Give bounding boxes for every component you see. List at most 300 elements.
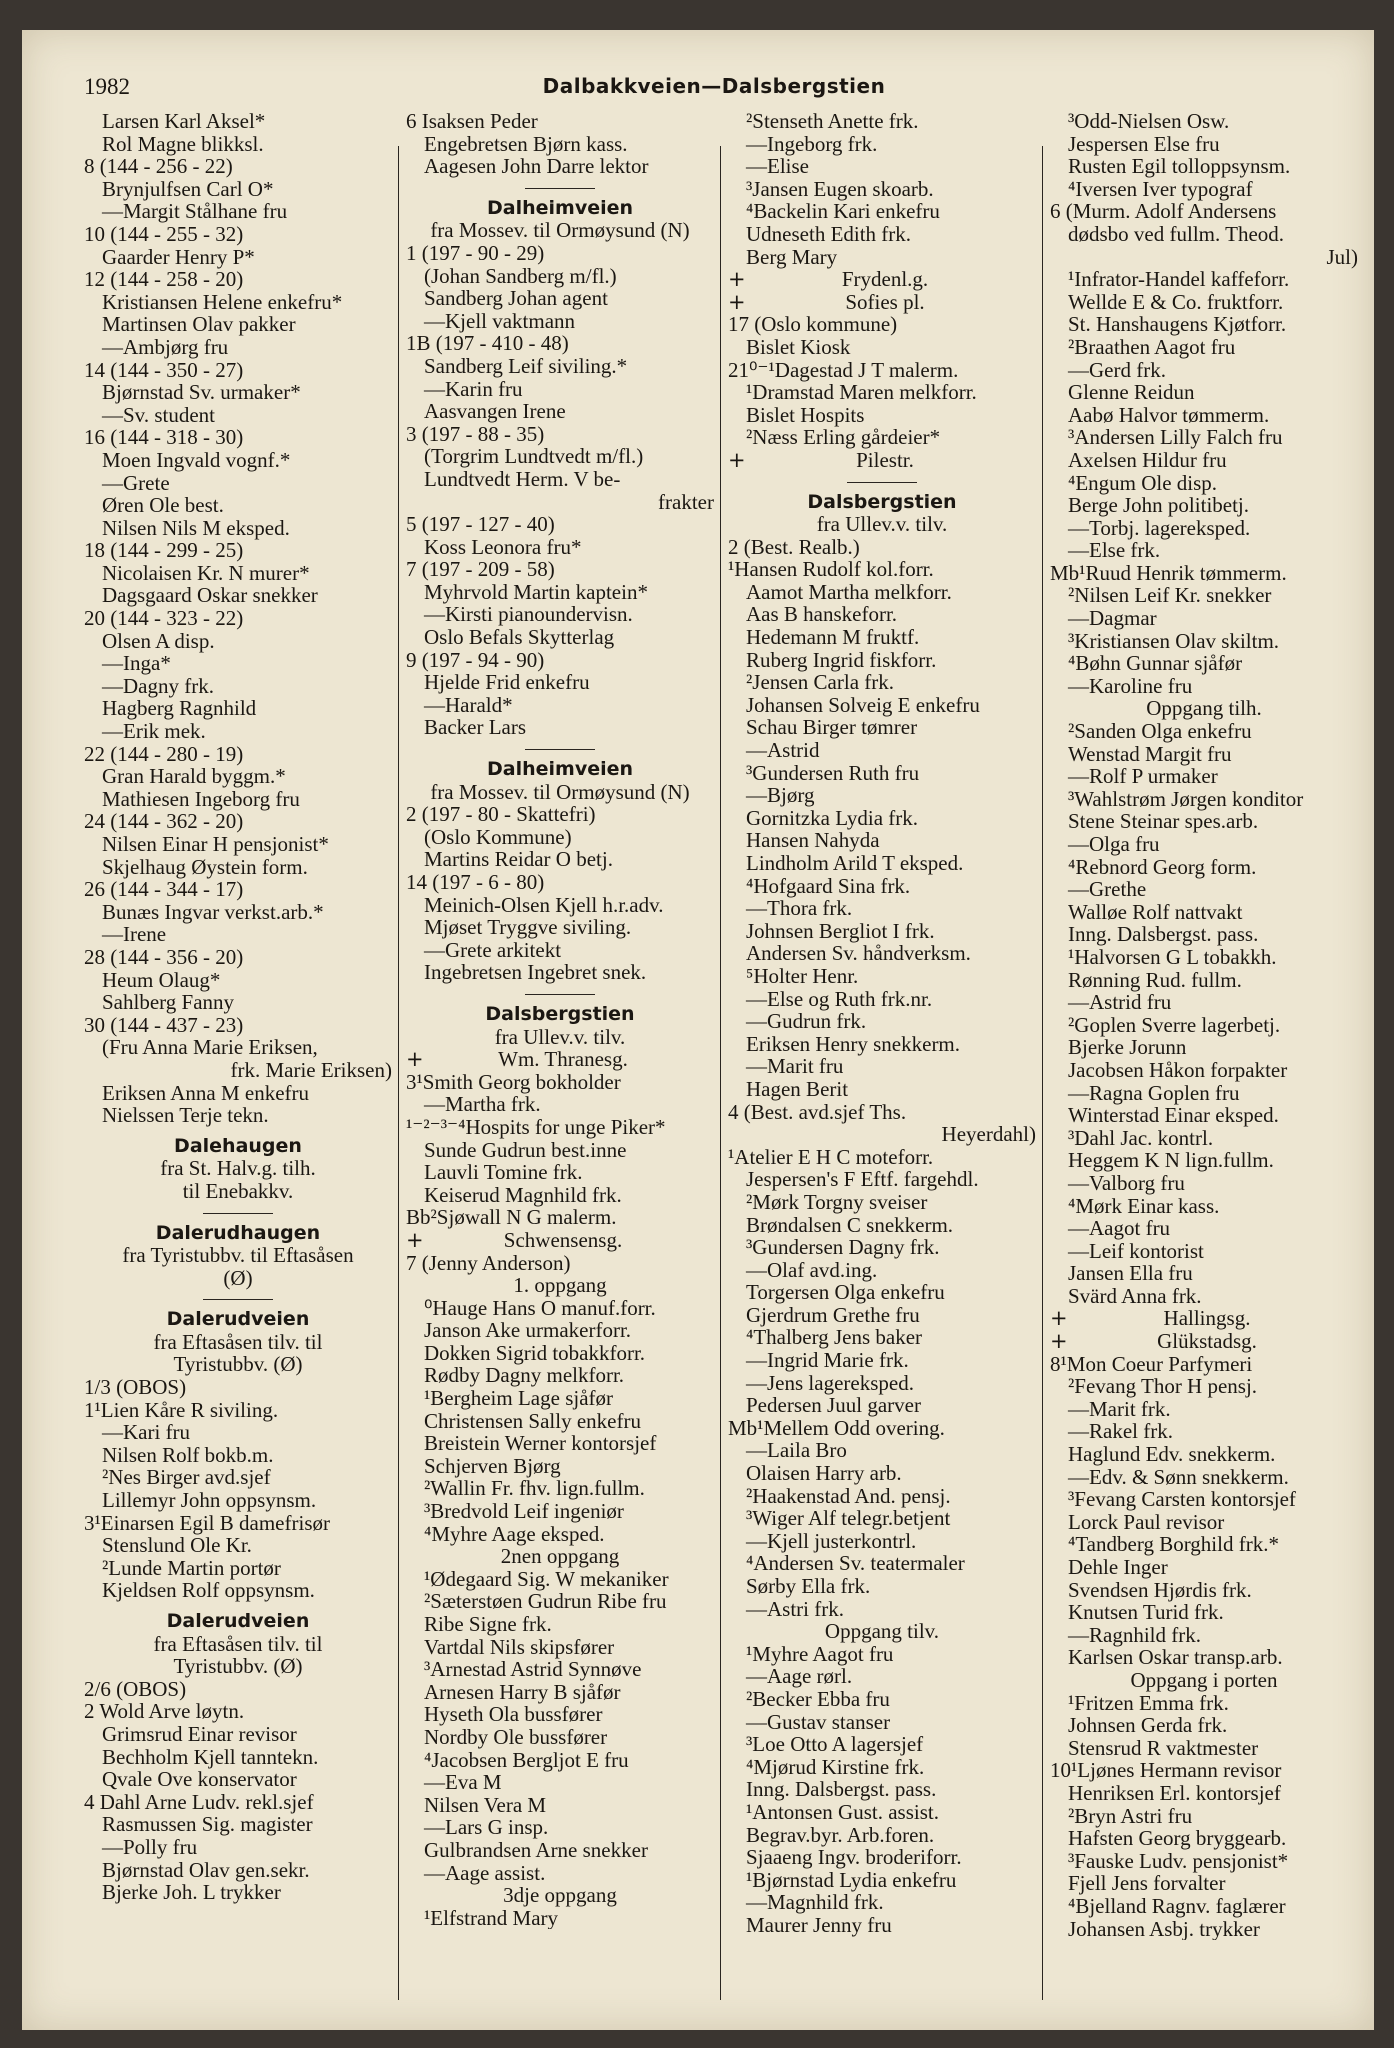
- resident-entry: Pedersen Juul garver: [746, 1393, 921, 1418]
- resident-entry: ⁴Backelin Kari enkefru: [746, 199, 940, 224]
- resident-entry: —Ragnhild frk.: [1068, 1622, 1201, 1647]
- page-number: 1982: [84, 74, 130, 99]
- resident-entry: Hagberg Ragnhild: [102, 696, 257, 721]
- resident-entry: ⁴Andersen Sv. teatermaler: [746, 1551, 965, 1576]
- resident-entry: ³Wiger Alf telegr.betjent: [746, 1506, 951, 1531]
- resident-entry: Bjerke Joh. L trykker: [102, 1880, 281, 1904]
- resident-entry: (Torgrim Lundtvedt m/fl.): [424, 444, 644, 469]
- resident-entry: —Ingeborg frk.: [746, 131, 878, 156]
- house-number-entry: 30 (144 - 437 - 23): [84, 1012, 244, 1037]
- resident-entry: ⁴Engum Ole disp.: [1068, 470, 1218, 495]
- resident-entry: —Martha frk.: [424, 1092, 541, 1117]
- resident-entry: Nilsen Vera M: [424, 1792, 547, 1817]
- cross-street: [728, 291, 1036, 314]
- resident-entry: —Polly fru: [102, 1834, 198, 1859]
- resident-entry: Aagesen John Darre lektor: [424, 154, 649, 179]
- street-subheading: fra St. Halv.g. tilh.: [160, 1156, 316, 1181]
- house-number-entry: 4 (Best. avd.sjef Ths.: [728, 1099, 907, 1124]
- resident-entry: Aasvangen Irene: [424, 399, 566, 424]
- directory-columns: [84, 110, 1358, 2010]
- resident-entry: 6 Isaksen Peder: [406, 110, 538, 133]
- resident-entry: ²Stenseth Anette frk.: [746, 110, 919, 133]
- resident-entry: —Else frk.: [1068, 538, 1161, 563]
- section-separator: [847, 482, 917, 483]
- resident-entry: Jacobsen Håkon forpakter: [1068, 1057, 1288, 1082]
- resident-entry: —Aage rørl.: [746, 1664, 853, 1689]
- house-number-entry: 14 (144 - 350 - 27): [84, 357, 244, 382]
- resident-entry: Nordby Ole bussfører: [424, 1724, 608, 1749]
- street-heading: Dalehaugen: [174, 1134, 302, 1157]
- resident-entry: Knutsen Turid frk.: [1068, 1600, 1224, 1625]
- house-number-entry: 8 (144 - 256 - 22): [84, 154, 233, 179]
- resident-entry: Johnsen Gerda frk.: [1068, 1713, 1228, 1738]
- resident-entry: Moen Ingvald vognf.*: [102, 447, 291, 472]
- resident-entry: Sandberg Leif siviling.*: [424, 353, 628, 378]
- house-number-entry: 28 (144 - 356 - 20): [84, 944, 244, 969]
- resident-entry: Lillemyr John oppsynsm.: [102, 1488, 317, 1513]
- resident-entry: 2 Wold Arve løytn.: [84, 1699, 245, 1724]
- resident-entry: Lauvli Tomine frk.: [424, 1160, 583, 1185]
- resident-entry: Breistein Werner kontorsjef: [424, 1431, 657, 1456]
- resident-entry: —Gudrun frk.: [746, 1009, 867, 1034]
- resident-entry: Ruberg Ingrid fiskforr.: [746, 647, 937, 672]
- resident-entry: —Irene: [102, 922, 167, 947]
- resident-entry: Haglund Edv. snekkerm.: [1068, 1442, 1276, 1467]
- house-number-entry: 7 (Jenny Anderson): [406, 1250, 571, 1275]
- resident-entry: (Johan Sandberg m/fl.): [424, 263, 617, 288]
- resident-entry: Bjerke Jorunn: [1068, 1035, 1187, 1060]
- resident-entry: Christensen Sally enkefru: [424, 1408, 641, 1433]
- resident-entry: ²Fevang Thor H pensj.: [1068, 1374, 1258, 1399]
- street-heading: Dalerudveien: [166, 1308, 310, 1331]
- resident-entry: —Thora frk.: [746, 896, 853, 921]
- resident-entry: —Bjørg: [746, 783, 815, 808]
- resident-entry: Rødby Dagny melkforr.: [424, 1363, 625, 1388]
- resident-entry: ³Andersen Lilly Falch fru: [1068, 425, 1283, 450]
- resident-entry: Hansen Nahyda: [746, 828, 880, 853]
- resident-entry: Gulbrandsen Arne snekker: [424, 1837, 648, 1862]
- resident-entry: —Olga fru: [1068, 832, 1160, 856]
- resident-entry: Mjøset Tryggve siviling.: [424, 915, 632, 940]
- resident-entry: Janson Ake urmakerforr.: [424, 1318, 632, 1343]
- resident-entry: —Aagot fru: [1068, 1216, 1171, 1241]
- section-separator: [525, 994, 595, 995]
- resident-entry: Aabø Halvor tømmerm.: [1068, 402, 1270, 427]
- resident-entry: ¹⁻²⁻³⁻⁴Hospits for unge Piker*: [406, 1114, 666, 1139]
- resident-entry: —Astri frk.: [746, 1596, 844, 1621]
- resident-entry: Rol Magne blikksl.: [102, 131, 264, 156]
- resident-entry: ¹Hansen Rudolf kol.forr.: [728, 557, 934, 582]
- resident-entry: —Rolf P urmaker: [1068, 764, 1218, 789]
- resident-entry: Heyerdahl): [941, 1122, 1036, 1147]
- resident-entry: Keiserud Magnhild frk.: [424, 1182, 622, 1207]
- street-subheading: Tyristubbv. (Ø): [173, 1654, 303, 1679]
- house-number-entry: 2 (Best. Realb.): [728, 534, 860, 559]
- resident-entry: Jespersen's F Eftf. fargehdl.: [746, 1167, 979, 1192]
- resident-entry: —Kari fru: [102, 1420, 191, 1445]
- resident-entry: 1¹Lien Kåre R siviling.: [84, 1397, 279, 1422]
- resident-entry: Heggem K N lign.fullm.: [1068, 1148, 1274, 1173]
- resident-entry: Karlsen Oskar transp.arb.: [1068, 1645, 1283, 1670]
- resident-entry: Kjeldsen Rolf oppsynsm.: [102, 1578, 315, 1603]
- resident-entry: —Ragna Goplen fru: [1068, 1080, 1240, 1105]
- resident-entry: Rusten Egil tolloppsynsm.: [1068, 154, 1291, 179]
- resident-entry: ¹Bjørnstad Lydia enkefru: [746, 1867, 957, 1892]
- resident-entry: —Rakel frk.: [1068, 1419, 1173, 1444]
- resident-entry: —Dagny frk.: [102, 673, 214, 698]
- cross-icon: +: [406, 1227, 424, 1252]
- resident-entry: ⁴Tandberg Borghild frk.*: [1068, 1532, 1279, 1557]
- house-number-entry: 12 (144 - 258 - 20): [84, 267, 244, 292]
- resident-entry: Schau Birger tømrer: [746, 715, 918, 740]
- resident-entry: —Gustav stanser: [746, 1709, 891, 1734]
- resident-entry: Larsen Karl Aksel*: [102, 110, 266, 133]
- house-number-entry: 3 (197 - 88 - 35): [406, 421, 545, 446]
- resident-entry: ²Braathen Aagot fru: [1068, 334, 1236, 359]
- resident-entry: ⁴Mjørud Kirstine frk.: [746, 1754, 925, 1779]
- resident-entry: Stene Steinar spes.arb.: [1068, 809, 1259, 834]
- resident-entry: Jansen Ella fru: [1068, 1261, 1193, 1286]
- resident-entry: ²Becker Ebba fru: [746, 1686, 890, 1711]
- resident-entry: —Dagmar: [1068, 606, 1157, 631]
- street-subheading: Oppgang tilh.: [1146, 696, 1262, 721]
- resident-entry: —Erik mek.: [102, 719, 206, 744]
- cross-icon: +: [1050, 1329, 1068, 1354]
- resident-entry: ¹Dramstad Maren melkforr.: [746, 380, 977, 405]
- cross-street-label: Glükstadsg.: [1157, 1329, 1257, 1354]
- resident-entry: ⁵Holter Henr.: [746, 963, 859, 988]
- resident-entry: ²Næss Erling gårdeier*: [746, 425, 941, 450]
- resident-entry: Hagen Berit: [746, 1076, 849, 1101]
- section-separator: [203, 1299, 273, 1300]
- resident-entry: ⁴Hofgaard Sina frk.: [746, 873, 911, 898]
- street-heading: Dalerudveien: [166, 1610, 310, 1632]
- resident-entry: 3¹Smith Georg bokholder: [406, 1069, 621, 1094]
- resident-entry: Lorck Paul revisor: [1068, 1509, 1225, 1534]
- resident-entry: —Grete arkitekt: [424, 937, 562, 962]
- house-number-entry: 1B (197 - 410 - 48): [406, 331, 569, 356]
- column-3: [728, 110, 1036, 1937]
- resident-entry: Gjerdrum Grethe fru: [746, 1302, 920, 1327]
- cross-street: [1050, 1307, 1358, 1330]
- resident-entry: (Fru Anna Marie Eriksen,: [102, 1035, 318, 1060]
- house-number-entry: 20 (144 - 323 - 22): [84, 606, 244, 631]
- resident-entry: ¹Bergheim Lage sjåfør: [424, 1386, 614, 1411]
- house-number-entry: 2/6 (OBOS): [84, 1676, 187, 1701]
- resident-entry: Svärd Anna frk.: [1068, 1283, 1202, 1308]
- resident-entry: Sørby Ella frk.: [746, 1574, 871, 1598]
- resident-entry: ⁴Bjelland Ragnv. faglærer: [1068, 1893, 1286, 1918]
- resident-entry: Sandberg Johan agent: [424, 286, 608, 311]
- house-number-entry: 1 (197 - 90 - 29): [406, 240, 545, 265]
- resident-entry: ¹Atelier E H C moteforr.: [728, 1144, 934, 1169]
- street-heading: Dalheimveien: [486, 196, 634, 219]
- resident-entry: —Grethe: [1068, 877, 1147, 902]
- house-number-entry: 9 (197 - 94 - 90): [406, 647, 545, 672]
- resident-entry: —Torbj. lagereksped.: [1068, 515, 1251, 540]
- resident-entry: Fjell Jens forvalter: [1068, 1871, 1226, 1896]
- resident-entry: 21⁰⁻¹Dagestad J T malerm.: [728, 357, 959, 382]
- resident-entry: Dehle Inger: [1068, 1555, 1168, 1579]
- resident-entry: Glenne Reidun: [1068, 380, 1195, 405]
- resident-entry: —Jens lagereksped.: [746, 1370, 914, 1395]
- house-number-entry: 2 (197 - 80 - Skattefri): [406, 802, 596, 827]
- resident-entry: ³Dahl Jac. kontrl.: [1068, 1125, 1214, 1150]
- resident-entry: Lindholm Arild T eksped.: [746, 851, 964, 875]
- column-4: [1050, 110, 1358, 1940]
- cross-icon: +: [728, 447, 746, 472]
- cross-icon: +: [728, 267, 746, 292]
- resident-entry: 3¹Einarsen Egil B damefrisør: [84, 1510, 330, 1535]
- resident-entry: Nielssen Terje tekn.: [102, 1103, 269, 1128]
- street-subheading: fra Tyristubbv. til Eftasåsen: [122, 1243, 354, 1268]
- cross-street-label: Wm. Thranesg.: [498, 1047, 628, 1072]
- column-divider: [1042, 146, 1043, 2000]
- resident-entry: ⁴Myhre Aage eksped.: [424, 1521, 605, 1546]
- resident-entry: Bb²Sjøwall N G malerm.: [406, 1205, 617, 1230]
- resident-entry: Stenslund Ole Kr.: [102, 1533, 252, 1558]
- resident-entry: —Inga*: [102, 651, 171, 676]
- resident-entry: Jul): [1326, 244, 1358, 269]
- street-subheading: fra Mossev. til Ormøysund (N): [430, 218, 690, 243]
- cross-street: [1050, 1330, 1358, 1353]
- directory-page: [22, 30, 1374, 2030]
- resident-entry: Olaisen Harry arb.: [746, 1461, 902, 1486]
- resident-entry: Torgersen Olga enkefru: [746, 1280, 945, 1305]
- house-number-entry: 1/3 (OBOS): [84, 1375, 187, 1400]
- resident-entry: Martins Reidar O betj.: [424, 847, 613, 872]
- resident-entry: Hafsten Georg bryggearb.: [1068, 1826, 1287, 1851]
- resident-entry: —Elise: [746, 154, 809, 179]
- resident-entry: Bjørnstad Olav gen.sekr.: [102, 1857, 310, 1882]
- street-heading: Dalsbergstien: [485, 1002, 635, 1025]
- resident-entry: Axelsen Hildur fru: [1068, 447, 1227, 472]
- column-2: [406, 110, 714, 1929]
- street-subheading: Tyristubbv. (Ø): [173, 1352, 303, 1377]
- resident-entry: Skjelhaug Øystein form.: [102, 854, 308, 879]
- resident-entry: —Ambjørg fru: [102, 334, 229, 359]
- resident-entry: Mb¹Ruud Henrik tømmerm.: [1050, 560, 1287, 585]
- resident-entry: ³Gundersen Dagny frk.: [746, 1235, 940, 1260]
- resident-entry: ²Nilsen Leif Kr. snekker: [1068, 583, 1272, 608]
- resident-entry: —Astrid fru: [1068, 990, 1172, 1015]
- house-number-entry: 7 (197 - 209 - 58): [406, 557, 555, 582]
- street-subheading: fra Ullev.v. tilv.: [816, 512, 948, 537]
- resident-entry: Winterstad Einar eksped.: [1068, 1103, 1279, 1128]
- cross-street: [728, 268, 1036, 291]
- resident-entry: Nilsen Rolf bokb.m.: [102, 1442, 274, 1467]
- resident-entry: Arnesen Harry B sjåfør: [424, 1679, 621, 1704]
- street-subheading: fra Eftasåsen tilv. til: [153, 1631, 323, 1656]
- resident-entry: Walløe Rolf nattvakt: [1068, 899, 1243, 924]
- resident-entry: ¹Fritzen Emma frk.: [1068, 1690, 1229, 1715]
- resident-entry: Hedemann M fruktf.: [746, 625, 920, 650]
- resident-entry: Heum Olaug*: [102, 967, 221, 992]
- resident-entry: Sjaaeng Ingv. broderiforr.: [746, 1845, 962, 1870]
- resident-entry: —Gerd frk.: [1068, 357, 1166, 382]
- resident-entry: Nilsen Nils M eksped.: [102, 515, 290, 540]
- street-subheading: (Ø): [223, 1265, 253, 1290]
- street-subheading: fra Eftasåsen tilv. til: [153, 1329, 323, 1354]
- resident-entry: ³Arnestad Astrid Synnøve: [424, 1657, 642, 1682]
- resident-entry: Dokken Sigrid tobakkforr.: [424, 1340, 646, 1365]
- resident-entry: Engebretsen Bjørn kass.: [424, 131, 628, 156]
- resident-entry: Begrav.byr. Arb.foren.: [746, 1822, 935, 1847]
- resident-entry: Mb¹Mellem Odd overing.: [728, 1415, 945, 1440]
- resident-entry: ⁴Mørk Einar kass.: [1068, 1193, 1220, 1218]
- house-number-entry: 14 (197 - 6 - 80): [406, 870, 545, 894]
- resident-entry: —Karin fru: [424, 376, 523, 401]
- resident-entry: —Eva M: [424, 1770, 502, 1795]
- resident-entry: Andersen Sv. håndverksm.: [746, 941, 971, 966]
- resident-entry: Bjørnstad Sv. urmaker*: [102, 380, 301, 405]
- resident-entry: Schjerven Bjørg: [424, 1453, 561, 1478]
- resident-entry: Eriksen Henry snekkerm.: [746, 1031, 961, 1056]
- resident-entry: 8¹Mon Coeur Parfymeri: [1050, 1351, 1253, 1376]
- resident-entry: Øren Ole best.: [102, 493, 224, 518]
- resident-entry: Wellde E & Co. fruktforr.: [1068, 289, 1284, 314]
- resident-entry: ⁴Thalberg Jens baker: [746, 1325, 923, 1350]
- resident-entry: Olsen A disp.: [102, 628, 215, 653]
- resident-entry: Mathiesen Ingeborg fru: [102, 786, 300, 811]
- resident-entry: ²Bryn Astri fru: [1068, 1803, 1193, 1828]
- resident-entry: —Margit Stålhane fru: [102, 199, 288, 224]
- section-separator: [525, 749, 595, 750]
- cross-icon: +: [728, 289, 746, 314]
- street-subheading: 3dje oppgang: [503, 1883, 617, 1908]
- section-separator: [203, 1213, 273, 1214]
- cross-icon: +: [406, 1047, 424, 1072]
- resident-entry: —Laila Bro: [746, 1438, 847, 1463]
- resident-entry: Eriksen Anna M enkefru: [102, 1080, 310, 1105]
- resident-entry: Bislet Hospits: [746, 402, 865, 427]
- street-subheading: fra Mossev. til Ormøysund (N): [430, 779, 690, 804]
- resident-entry: —Astrid: [746, 738, 820, 763]
- resident-entry: ³Wahlstrøm Jørgen konditor: [1068, 786, 1304, 811]
- street-subheading: Oppgang i porten: [1130, 1667, 1278, 1692]
- street-heading: Dalsbergstien: [807, 490, 957, 513]
- resident-entry: Bunæs Ingvar verkst.arb.*: [102, 899, 324, 924]
- resident-entry: Sahlberg Fanny: [102, 990, 235, 1015]
- cross-street-label: Pilestr.: [856, 447, 914, 472]
- resident-entry: —Grete: [102, 470, 170, 495]
- house-number-entry: 18 (144 - 299 - 25): [84, 538, 244, 563]
- resident-entry: ¹Halvorsen G L tobakkh.: [1068, 944, 1277, 969]
- resident-entry: ²Mørk Torgny sveiser: [746, 1189, 928, 1214]
- resident-entry: ³Gundersen Ruth fru: [746, 760, 920, 785]
- resident-entry: Rasmussen Sig. magister: [102, 1812, 313, 1837]
- resident-entry: Stensrud R vaktmester: [1068, 1735, 1259, 1760]
- resident-entry: —Olaf avd.ing.: [746, 1257, 878, 1282]
- resident-entry: Bechholm Kjell tanntekn.: [102, 1744, 319, 1769]
- resident-entry: Maurer Jenny fru: [746, 1912, 892, 1937]
- resident-entry: Gaarder Henry P*: [102, 244, 255, 269]
- resident-entry: Backer Lars: [424, 715, 527, 740]
- resident-entry: ¹Elfstrand Mary: [424, 1905, 559, 1930]
- resident-entry: ³Jansen Eugen skoarb.: [746, 176, 934, 201]
- resident-entry: —Aage assist.: [424, 1860, 546, 1885]
- resident-entry: ³Loe Otto A lagersjef: [746, 1732, 924, 1757]
- resident-entry: Inng. Dalsbergst. pass.: [746, 1777, 937, 1802]
- resident-entry: Gran Harald byggm.*: [102, 764, 286, 789]
- street-subheading: 1. oppgang: [513, 1273, 607, 1298]
- resident-entry: Grimsrud Einar revisor: [102, 1721, 297, 1746]
- resident-entry: ³Odd-Nielsen Osw.: [1068, 110, 1230, 133]
- cross-street: [728, 449, 1036, 472]
- resident-entry: ³Bredvold Leif ingeniør: [424, 1499, 624, 1524]
- resident-entry: frk. Marie Eriksen): [230, 1057, 392, 1082]
- resident-entry: 4 Dahl Arne Ludv. rekl.sjef: [84, 1789, 314, 1814]
- resident-entry: Johansen Asbj. trykker: [1068, 1916, 1260, 1941]
- cross-street-label: Schwensensg.: [503, 1227, 623, 1252]
- cross-street-label: Sofies pl.: [845, 289, 925, 314]
- resident-entry: (Oslo Kommune): [424, 824, 572, 849]
- house-number-entry: 26 (144 - 344 - 17): [84, 877, 244, 902]
- resident-entry: Nicolaisen Kr. N murer*: [102, 560, 310, 585]
- cross-icon: +: [1050, 1306, 1068, 1331]
- running-head: Dalbakkveien—Dalsbergstien: [542, 74, 886, 98]
- house-number-entry: 6 (Murm. Adolf Andersens: [1050, 199, 1277, 224]
- resident-entry: ¹Antonsen Gust. assist.: [746, 1799, 939, 1824]
- resident-entry: Sunde Gudrun best.inne: [424, 1137, 627, 1162]
- resident-entry: Ingebretsen Ingebret snek.: [424, 960, 647, 985]
- resident-entry: ²Haakenstad And. pensj.: [746, 1483, 951, 1508]
- house-number-entry: 5 (197 - 127 - 40): [406, 512, 555, 537]
- resident-entry: ²Sanden Olga enkefru: [1068, 719, 1252, 744]
- resident-entry: ²Lunde Martin portør: [102, 1555, 281, 1580]
- resident-entry: —Leif kontorist: [1068, 1238, 1204, 1263]
- resident-entry: Myhrvold Martin kaptein*: [424, 579, 648, 604]
- resident-entry: Koss Leonora fru*: [424, 534, 582, 559]
- resident-entry: Bislet Kiosk: [746, 334, 851, 359]
- resident-entry: Hyseth Ola bussfører: [424, 1702, 603, 1727]
- street-subheading: Oppgang tilv.: [824, 1619, 940, 1644]
- resident-entry: ⁴Jacobsen Bergljot E fru: [424, 1747, 629, 1772]
- resident-entry: Svendsen Hjørdis frk.: [1068, 1577, 1252, 1602]
- resident-entry: ³Kristiansen Olav skiltm.: [1068, 628, 1280, 653]
- street-subheading: 2nen oppgang: [500, 1544, 620, 1569]
- resident-entry: Jespersen Else fru: [1068, 131, 1220, 156]
- resident-entry: Brøndalsen C snekkerm.: [746, 1212, 954, 1237]
- resident-entry: Nilsen Einar H pensjonist*: [102, 832, 329, 856]
- house-number-entry: 10 (144 - 255 - 32): [84, 221, 244, 246]
- resident-entry: —Magnhild frk.: [746, 1890, 884, 1915]
- column-1: [84, 110, 392, 1904]
- resident-entry: —Sv. student: [102, 402, 215, 427]
- street-heading: Dalheimveien: [486, 758, 634, 781]
- house-number-entry: 22 (144 - 280 - 19): [84, 741, 244, 766]
- resident-entry: Johnsen Bergliot I frk.: [746, 918, 935, 943]
- resident-entry: Inng. Dalsbergst. pass.: [1068, 922, 1259, 947]
- resident-entry: Berge John politibetj.: [1068, 493, 1250, 518]
- resident-entry: Aamot Martha melkforr.: [746, 579, 952, 604]
- street-subheading: fra Ullev.v. tilv.: [494, 1024, 626, 1049]
- resident-entry: Martinsen Olav pakker: [102, 312, 296, 337]
- street-heading: Dalerudhaugen: [155, 1221, 321, 1244]
- resident-entry: Rønning Rud. fullm.: [1068, 967, 1242, 992]
- house-number-entry: 17 (Oslo kommune): [728, 312, 898, 337]
- resident-entry: ²Jensen Carla frk.: [746, 670, 894, 695]
- resident-entry: Oslo Befals Skytterlag: [424, 625, 615, 650]
- resident-entry: ⁴Rebnord Georg form.: [1068, 854, 1257, 879]
- house-number-entry: 16 (144 - 318 - 30): [84, 425, 244, 450]
- resident-entry: Berg Mary: [746, 244, 838, 269]
- resident-entry: 10¹Ljønes Hermann revisor: [1050, 1758, 1282, 1783]
- resident-entry: —Kjell vaktmann: [424, 308, 576, 333]
- resident-entry: ¹Myhre Aagot fru: [746, 1641, 894, 1666]
- resident-entry: —Karoline fru: [1068, 673, 1193, 698]
- resident-entry: —Kirsti pianoundervisn.: [424, 602, 633, 627]
